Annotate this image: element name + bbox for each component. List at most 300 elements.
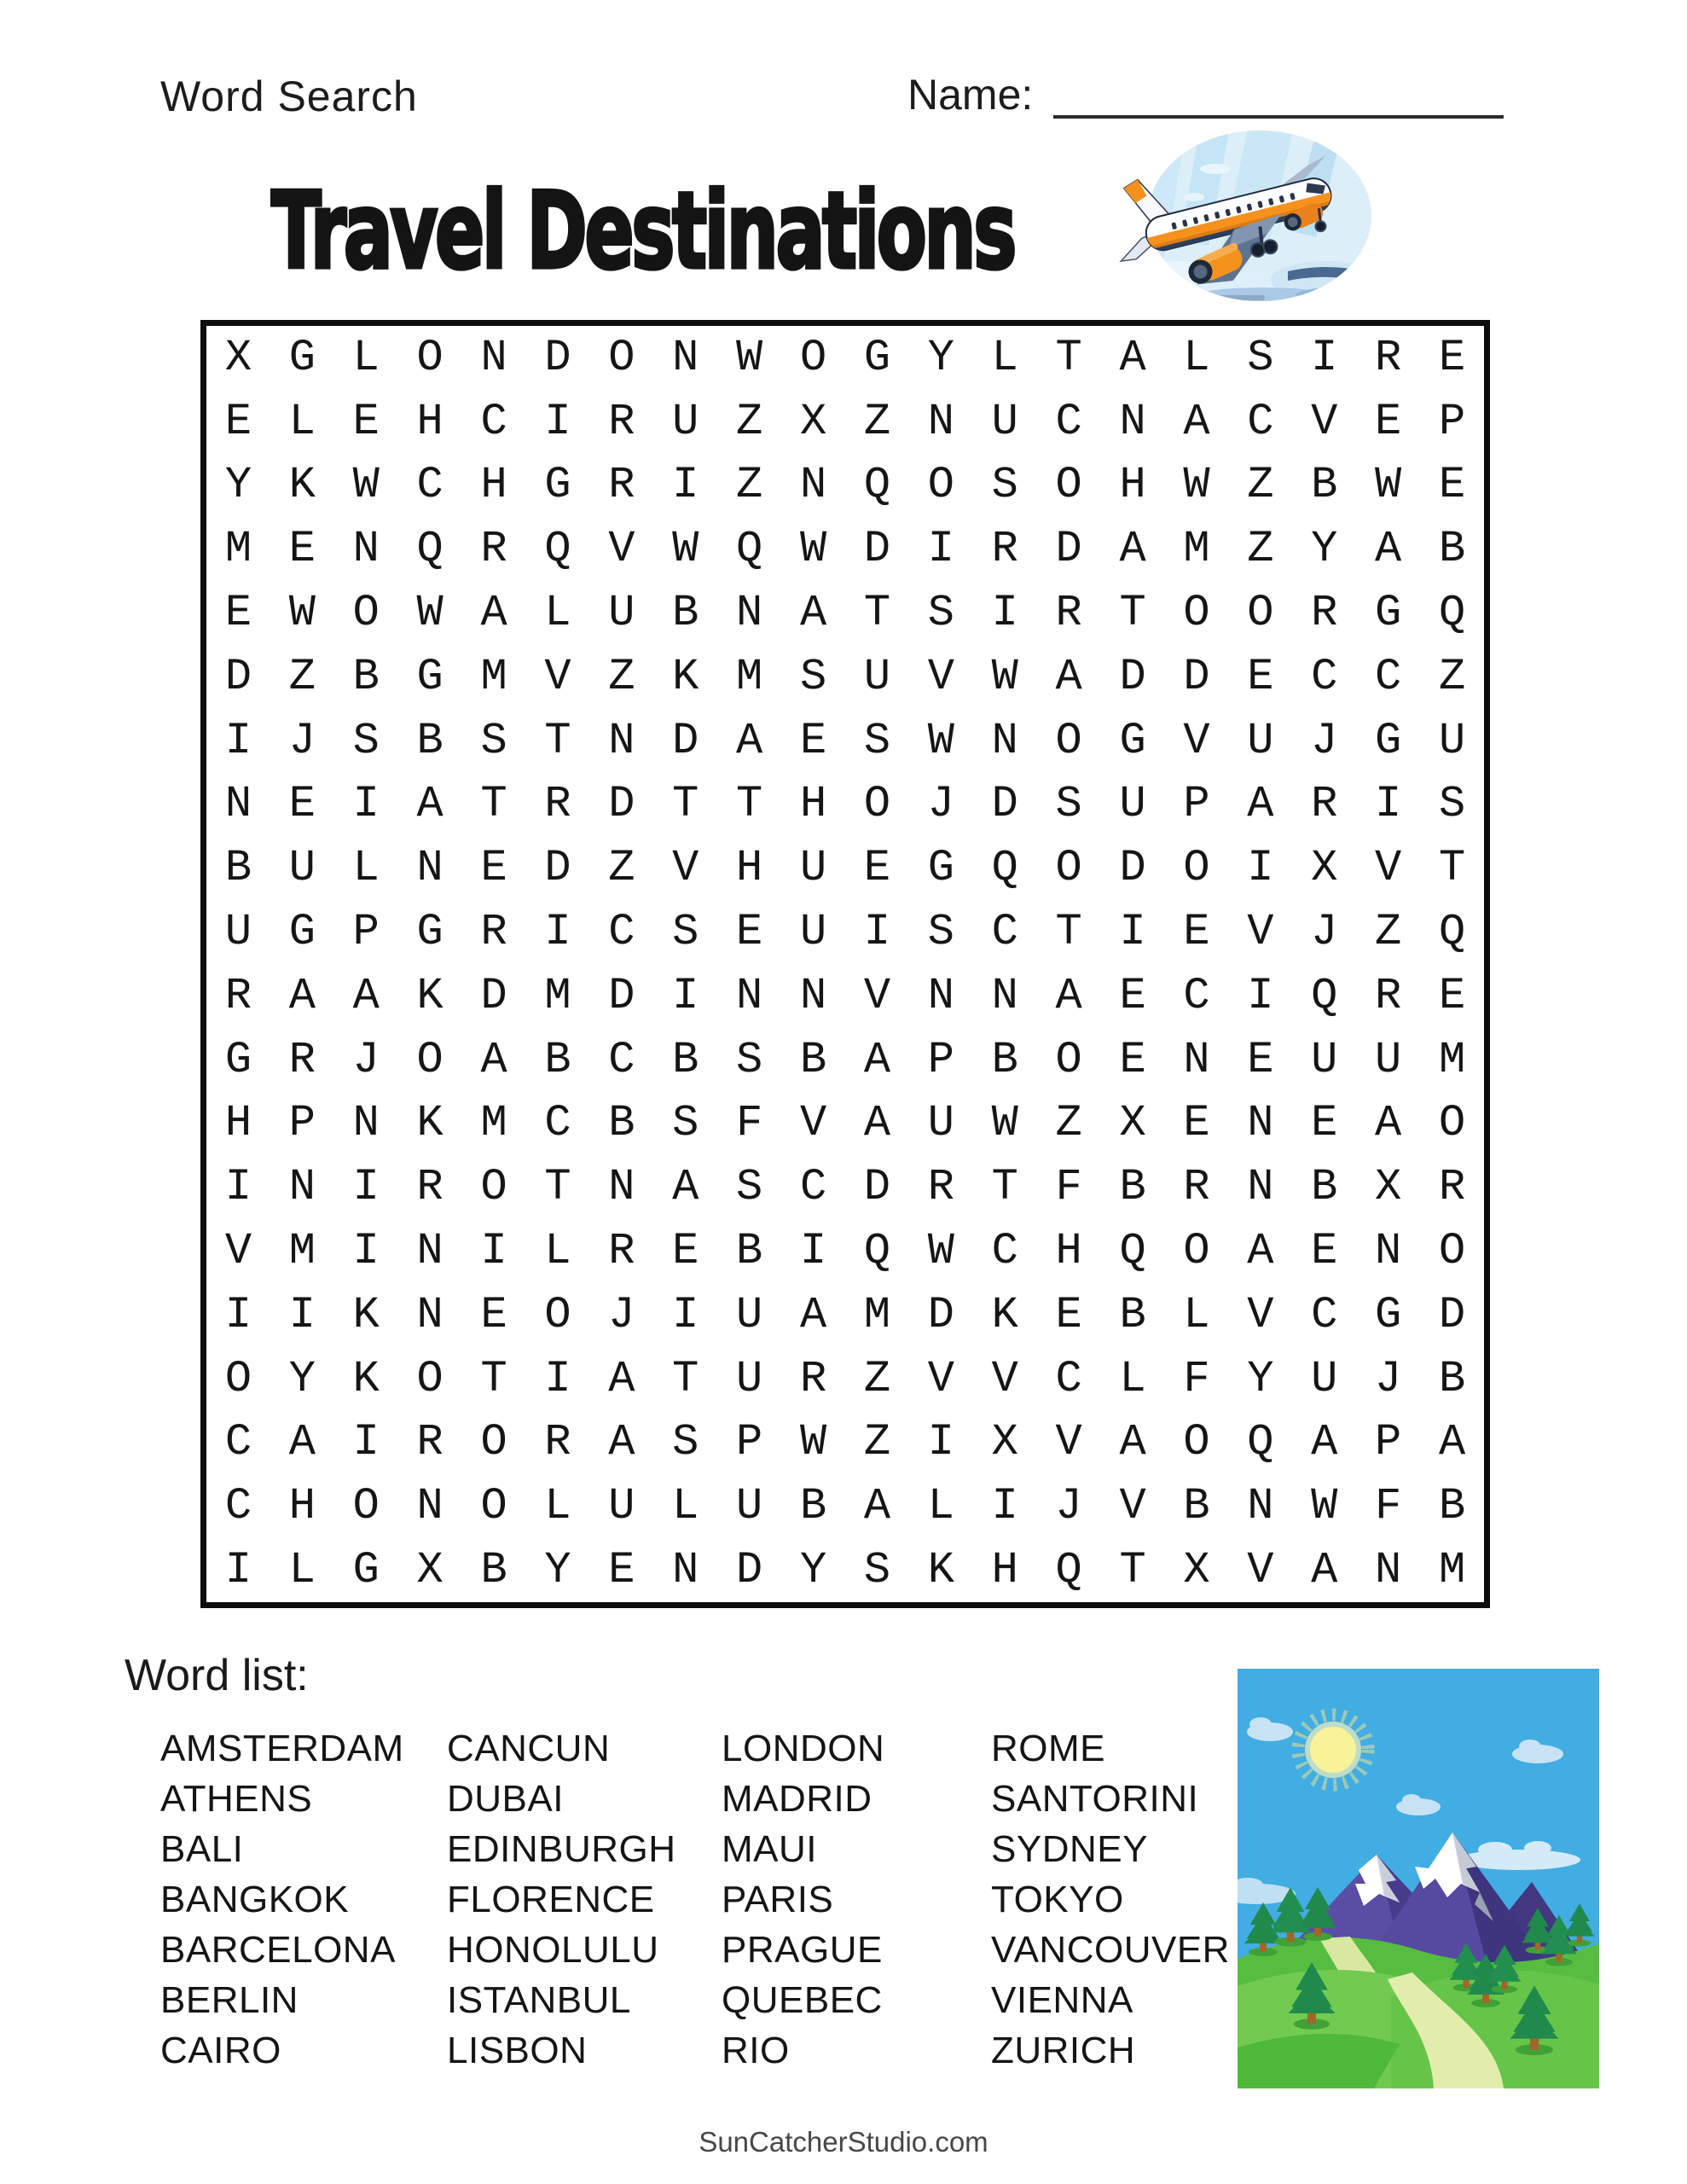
grid-cell-r19-c8: L [672,1481,699,1532]
grid-cell-r15-c1: V [224,1226,252,1277]
grid-cell-r19-c10: B [799,1481,827,1532]
grid-cell-r17-c11: Z [863,1353,891,1404]
grid-cell-r13-c1: H [224,1098,252,1149]
grid-cell-r17-c9: U [736,1353,763,1404]
grid-cell-r4-c4: Q [416,524,443,575]
grid-cell-r5-c13: I [991,588,1018,639]
grid-cell-r13-c10: V [799,1098,827,1149]
grid-cell-r15-c18: E [1311,1226,1338,1277]
grid-cell-r20-c1: I [224,1545,252,1596]
grid-cell-r5-c9: N [736,588,763,639]
grid-cell-r8-c3: I [352,779,380,830]
grid-cell-r16-c3: K [352,1289,380,1340]
grid-cell-r7-c9: A [736,715,763,766]
grid-cell-r8-c15: U [1119,779,1146,830]
grid-cell-r12-c14: O [1055,1034,1082,1085]
grid-cell-r1-c20: E [1438,332,1466,383]
word-list-column [722,1723,991,2076]
grid-cell-r4-c20: B [1438,524,1466,575]
grid-cell-r17-c15: L [1119,1353,1146,1404]
grid-cell-r9-c10: U [799,843,827,894]
grid-cell-r6-c17: E [1247,651,1274,702]
grid-cell-r18-c9: P [736,1417,763,1468]
grid-cell-r10-c19: Z [1375,907,1402,958]
grid-cell-r20-c16: X [1183,1545,1210,1596]
grid-cell-r16-c2: I [288,1289,316,1340]
grid-cell-r10-c20: Q [1438,907,1466,958]
grid-cell-r19-c14: J [1055,1481,1082,1532]
word-list-column [991,1723,1230,2076]
word-list-item: AMSTERDAM [160,1728,404,1769]
word-list-item: PARIS [722,1879,834,1920]
grid-cell-r13-c15: X [1119,1098,1146,1149]
grid-cell-r14-c17: N [1247,1162,1274,1213]
grid-cell-r12-c7: C [608,1034,635,1085]
grid-cell-r16-c6: O [544,1289,571,1340]
grid-cell-r17-c4: O [416,1353,443,1404]
word-list-item: BALI [160,1828,244,1870]
grid-cell-r4-c2: E [288,524,316,575]
doc-type-label: Word Search [160,73,418,120]
grid-cell-r6-c14: A [1055,651,1082,702]
grid-cell-r11-c12: N [927,970,954,1021]
grid-cell-r8-c14: S [1055,779,1082,830]
grid-cell-r17-c20: B [1438,1353,1466,1404]
grid-cell-r14-c11: D [863,1162,891,1213]
grid-cell-r8-c1: N [224,779,252,830]
grid-cell-r8-c19: I [1375,779,1402,830]
grid-cell-r19-c2: H [288,1481,316,1532]
grid-cell-r2-c6: I [544,396,571,447]
word-list-heading: Word list: [125,1651,309,1700]
word-list-item: BANGKOK [160,1879,350,1920]
grid-cell-r2-c10: X [799,396,827,447]
grid-cell-r18-c2: A [288,1417,316,1468]
grid-cell-r7-c6: T [544,715,571,766]
grid-cell-r6-c2: Z [288,651,316,702]
grid-cell-r2-c9: Z [736,396,763,447]
grid-cell-r15-c9: B [736,1226,763,1277]
grid-cell-r9-c15: D [1119,843,1146,894]
grid-cell-r18-c4: R [416,1417,443,1468]
grid-cell-r19-c4: N [416,1481,443,1532]
grid-cell-r11-c16: C [1183,970,1210,1021]
grid-cell-r5-c5: A [480,588,507,639]
grid-cell-r12-c5: A [480,1034,507,1085]
grid-cell-r20-c10: Y [799,1545,827,1596]
grid-cell-r9-c14: O [1055,843,1082,894]
grid-cell-r7-c8: D [672,715,699,766]
grid-cell-r18-c10: W [799,1417,827,1468]
grid-cell-r15-c10: I [799,1226,827,1277]
grid-cell-r18-c16: O [1183,1417,1210,1468]
grid-cell-r18-c7: A [608,1417,635,1468]
grid-cell-r1-c1: X [224,332,252,383]
grid-cell-r20-c7: E [608,1545,635,1596]
grid-cell-r1-c18: I [1311,332,1338,383]
grid-cell-r9-c16: O [1183,843,1210,894]
grid-cell-r18-c12: I [927,1417,954,1468]
grid-cell-r1-c5: N [480,332,507,383]
grid-cell-r15-c20: O [1438,1226,1466,1277]
grid-cell-r1-c6: D [544,332,571,383]
grid-cell-r3-c17: Z [1247,460,1274,511]
grid-cell-r17-c12: V [927,1353,954,1404]
grid-cell-r9-c11: E [863,843,891,894]
grid-cell-r8-c7: D [608,779,635,830]
grid-cell-r11-c14: A [1055,970,1082,1021]
grid-cell-r1-c12: Y [927,332,954,383]
grid-cell-r16-c13: K [991,1289,1018,1340]
grid-cell-r4-c18: Y [1311,524,1338,575]
grid-cell-r15-c11: Q [863,1226,891,1277]
word-list-item: CANCUN [447,1728,611,1769]
grid-cell-r5-c18: R [1311,588,1338,639]
grid-cell-r17-c14: C [1055,1353,1082,1404]
grid-cell-r19-c13: I [991,1481,1018,1532]
grid-cell-r9-c2: U [288,843,316,894]
grid-cell-r15-c12: W [927,1226,954,1277]
grid-cell-r2-c15: N [1119,396,1146,447]
grid-cell-r2-c18: V [1311,396,1338,447]
grid-cell-r13-c8: S [672,1098,699,1149]
word-list-item: BERLIN [160,1979,299,2021]
grid-cell-r7-c20: U [1438,715,1466,766]
grid-cell-r14-c13: T [991,1162,1018,1213]
word-list-item: RIO [722,2030,790,2071]
grid-cell-r1-c11: G [863,332,891,383]
grid-cell-r12-c4: O [416,1034,443,1085]
grid-cell-r17-c18: U [1311,1353,1338,1404]
grid-cell-r15-c15: Q [1119,1226,1146,1277]
grid-cell-r3-c3: W [352,460,380,511]
grid-cell-r5-c11: T [863,588,891,639]
grid-cell-r4-c8: W [672,524,699,575]
grid-cell-r5-c1: E [224,588,252,639]
grid-cell-r6-c9: M [736,651,763,702]
grid-cell-r16-c11: M [863,1289,891,1340]
grid-cell-r12-c2: R [288,1034,316,1085]
grid-cell-r11-c5: D [480,970,507,1021]
grid-cell-r13-c11: A [863,1098,891,1149]
grid-cell-r19-c11: A [863,1481,891,1532]
grid-cell-r12-c16: N [1183,1034,1210,1085]
grid-cell-r3-c13: S [991,460,1018,511]
grid-cell-r19-c18: W [1311,1481,1338,1532]
grid-cell-r18-c20: A [1438,1417,1466,1468]
grid-cell-r16-c20: D [1438,1289,1466,1340]
grid-cell-r8-c12: J [927,779,954,830]
grid-cell-r16-c1: I [224,1289,252,1340]
grid-cell-r12-c20: M [1438,1034,1466,1085]
grid-cell-r4-c15: A [1119,524,1146,575]
grid-cell-r14-c14: F [1055,1162,1082,1213]
grid-cell-r10-c8: S [672,907,699,958]
mountain-landscape-illustration [1238,1669,1599,2088]
grid-cell-r19-c15: V [1119,1481,1146,1532]
grid-cell-r17-c5: T [480,1353,507,1404]
grid-cell-r11-c7: D [608,970,635,1021]
word-list-item: VIENNA [991,1979,1133,2021]
grid-cell-r3-c14: O [1055,460,1082,511]
grid-cell-r6-c18: C [1311,651,1338,702]
word-list-item: DUBAI [447,1778,564,1820]
grid-cell-r13-c4: K [416,1098,443,1149]
grid-cell-r7-c16: V [1183,715,1210,766]
grid-cell-r20-c2: L [288,1545,316,1596]
grid-cell-r12-c1: G [224,1034,252,1085]
grid-cell-r9-c18: X [1311,843,1338,894]
grid-cell-r18-c6: R [544,1417,571,1468]
word-list-item: TOKYO [991,1879,1124,1920]
grid-cell-r3-c16: W [1183,460,1210,511]
grid-cell-r10-c11: I [863,907,891,958]
grid-cell-r13-c12: U [927,1098,954,1149]
grid-cell-r18-c15: A [1119,1417,1146,1468]
word-search-grid [200,320,1490,1608]
grid-cell-r3-c18: B [1311,460,1338,511]
grid-cell-r4-c13: R [991,524,1018,575]
grid-cell-r2-c19: E [1375,396,1402,447]
grid-cell-r6-c13: W [991,651,1018,702]
word-list-item: ROME [991,1728,1105,1769]
grid-cell-r2-c20: P [1438,396,1466,447]
grid-cell-r4-c14: D [1055,524,1082,575]
grid-cell-r8-c10: H [799,779,827,830]
grid-cell-r20-c11: S [863,1545,891,1596]
grid-cell-r6-c11: U [863,651,891,702]
grid-cell-r14-c2: N [288,1162,316,1213]
grid-cell-r3-c9: Z [736,460,763,511]
grid-cell-r11-c18: Q [1311,970,1338,1021]
grid-cell-r14-c9: S [736,1162,763,1213]
grid-cell-r6-c10: S [799,651,827,702]
grid-cell-r13-c18: E [1311,1098,1338,1149]
grid-cell-r5-c15: T [1119,588,1146,639]
grid-cell-r16-c4: N [416,1289,443,1340]
grid-cell-r20-c5: B [480,1545,507,1596]
grid-cell-r19-c3: O [352,1481,380,1532]
grid-cell-r13-c14: Z [1055,1098,1082,1149]
grid-cell-r17-c19: J [1375,1353,1402,1404]
grid-cell-r12-c9: S [736,1034,763,1085]
grid-cell-r17-c6: I [544,1353,571,1404]
grid-cell-r7-c18: J [1311,715,1338,766]
page-title: Travel Destinations [271,169,1014,293]
grid-cell-r7-c12: W [927,715,954,766]
grid-cell-r15-c14: H [1055,1226,1082,1277]
grid-cell-r2-c12: N [927,396,954,447]
grid-cell-r10-c18: J [1311,907,1338,958]
grid-cell-r14-c12: R [927,1162,954,1213]
grid-cell-r3-c5: H [480,460,507,511]
grid-cell-r10-c16: E [1183,907,1210,958]
grid-cell-r13-c9: F [736,1098,763,1149]
grid-cell-r1-c15: A [1119,332,1146,383]
grid-cell-r6-c15: D [1119,651,1146,702]
grid-cell-r20-c17: V [1247,1545,1274,1596]
grid-cell-r13-c19: A [1375,1098,1402,1149]
grid-cell-r17-c16: F [1183,1353,1210,1404]
grid-cell-r8-c11: O [863,779,891,830]
grid-cell-r10-c10: U [799,907,827,958]
grid-cell-r8-c9: T [736,779,763,830]
grid-cell-r15-c2: M [288,1226,316,1277]
word-list-item: BARCELONA [160,1929,396,1971]
grid-cell-r7-c13: N [991,715,1018,766]
grid-cell-r6-c3: B [352,651,380,702]
grid-cell-r14-c1: I [224,1162,252,1213]
grid-cell-r9-c1: B [224,843,252,894]
name-blank-line [1053,76,1504,119]
word-list-item: CAIRO [160,2030,281,2071]
grid-cell-r1-c2: G [288,332,316,383]
grid-cell-r4-c6: Q [544,524,571,575]
grid-cell-r16-c16: L [1183,1289,1210,1340]
grid-cell-r17-c1: O [224,1353,252,1404]
grid-cell-r11-c8: I [672,970,699,1021]
grid-cell-r5-c4: W [416,588,443,639]
grid-cell-r6-c16: D [1183,651,1210,702]
grid-cell-r2-c7: R [608,396,635,447]
grid-cell-r16-c18: C [1311,1289,1338,1340]
grid-cell-r20-c3: G [352,1545,380,1596]
grid-cell-r6-c8: K [672,651,699,702]
grid-cell-r19-c9: U [736,1481,763,1532]
word-list-column [447,1723,722,2076]
grid-cell-r2-c16: A [1183,396,1210,447]
grid-cell-r2-c17: C [1247,396,1274,447]
grid-cell-r15-c13: C [991,1226,1018,1277]
grid-cell-r11-c1: R [224,970,252,1021]
grid-cell-r9-c17: I [1247,843,1274,894]
grid-cell-r7-c7: N [608,715,635,766]
grid-cell-r10-c15: I [1119,907,1146,958]
grid-cell-r10-c5: R [480,907,507,958]
grid-cell-r1-c4: O [416,332,443,383]
grid-cell-r8-c8: T [672,779,699,830]
grid-cell-r13-c17: N [1247,1098,1274,1149]
word-list-item: SYDNEY [991,1828,1148,1870]
grid-cell-r3-c11: Q [863,460,891,511]
grid-cell-r9-c19: V [1375,843,1402,894]
grid-cell-r18-c1: C [224,1417,252,1468]
grid-cell-r14-c4: R [416,1162,443,1213]
grid-cell-r12-c11: A [863,1034,891,1085]
grid-cell-r7-c19: G [1375,715,1402,766]
grid-cell-r12-c12: P [927,1034,954,1085]
grid-cell-r5-c7: U [608,588,635,639]
grid-cell-r20-c9: D [736,1545,763,1596]
grid-cell-r1-c3: L [352,332,380,383]
grid-cell-r18-c5: O [480,1417,507,1468]
grid-cell-r14-c16: R [1183,1162,1210,1213]
word-list-item: VANCOUVER [991,1929,1230,1971]
grid-cell-r14-c7: N [608,1162,635,1213]
grid-cell-r13-c2: P [288,1098,316,1149]
grid-cell-r16-c14: E [1055,1289,1082,1340]
grid-cell-r3-c20: E [1438,460,1466,511]
grid-cell-r19-c12: L [927,1481,954,1532]
name-field-group [907,72,1504,119]
grid-cell-r12-c13: B [991,1034,1018,1085]
word-list-item: QUEBEC [722,1979,883,2021]
grid-cell-r16-c9: U [736,1289,763,1340]
grid-cell-r9-c5: E [480,843,507,894]
grid-cell-r4-c17: Z [1247,524,1274,575]
grid-cell-r9-c13: Q [991,843,1018,894]
grid-cell-r18-c13: X [991,1417,1018,1468]
grid-cell-r10-c9: E [736,907,763,958]
grid-cell-r16-c8: I [672,1289,699,1340]
grid-cell-r3-c7: R [608,460,635,511]
grid-cell-r5-c10: A [799,588,827,639]
grid-cell-r14-c19: X [1375,1162,1402,1213]
grid-cell-r8-c5: T [480,779,507,830]
grid-cell-r2-c1: E [224,396,252,447]
grid-cell-r11-c13: N [991,970,1018,1021]
grid-cell-r15-c17: A [1247,1226,1274,1277]
word-list-item: MADRID [722,1778,872,1820]
grid-cell-r5-c3: O [352,588,380,639]
grid-cell-r7-c3: S [352,715,380,766]
grid-cell-r8-c4: A [416,779,443,830]
grid-cell-r10-c17: V [1247,907,1274,958]
grid-cell-r13-c13: W [991,1098,1018,1149]
grid-cell-r12-c17: E [1247,1034,1274,1085]
grid-cell-r20-c18: A [1311,1545,1338,1596]
grid-cell-r4-c10: W [799,524,827,575]
word-list-column [160,1723,447,2076]
grid-cell-r8-c13: D [991,779,1018,830]
grid-cell-r18-c8: S [672,1417,699,1468]
grid-cell-r13-c5: M [480,1098,507,1149]
grid-cell-r12-c18: U [1311,1034,1338,1085]
grid-cell-r3-c1: Y [224,460,252,511]
grid-cell-r10-c14: T [1055,907,1082,958]
grid-cell-r4-c19: A [1375,524,1402,575]
grid-cell-r15-c3: I [352,1226,380,1277]
grid-cell-r17-c3: K [352,1353,380,1404]
grid-cell-r1-c10: O [799,332,827,383]
grid-cell-r3-c15: H [1119,460,1146,511]
grid-cell-r7-c17: U [1247,715,1274,766]
grid-cell-r15-c16: O [1183,1226,1210,1277]
grid-cell-r16-c12: D [927,1289,954,1340]
grid-cell-r11-c6: M [544,970,571,1021]
grid-cell-r5-c2: W [288,588,316,639]
grid-cell-r20-c15: T [1119,1545,1146,1596]
grid-cell-r6-c12: V [927,651,954,702]
grid-cell-r8-c2: E [288,779,316,830]
grid-cell-r14-c6: T [544,1162,571,1213]
grid-cell-r8-c6: R [544,779,571,830]
grid-cell-r5-c17: O [1247,588,1274,639]
grid-cell-r3-c8: I [672,460,699,511]
word-list-item: ISTANBUL [447,1979,631,2021]
grid-cell-r20-c8: N [672,1545,699,1596]
grid-cell-r12-c8: B [672,1034,699,1085]
grid-cell-r13-c16: E [1183,1098,1210,1149]
grid-cell-r14-c15: B [1119,1162,1146,1213]
grid-cell-r8-c17: A [1247,779,1274,830]
grid-cell-r2-c13: U [991,396,1018,447]
word-list-item: MAUI [722,1828,817,1870]
grid-cell-r1-c7: O [608,332,635,383]
grid-cell-r13-c7: B [608,1098,635,1149]
word-list-item: LONDON [722,1728,885,1769]
grid-cell-r15-c4: N [416,1226,443,1277]
